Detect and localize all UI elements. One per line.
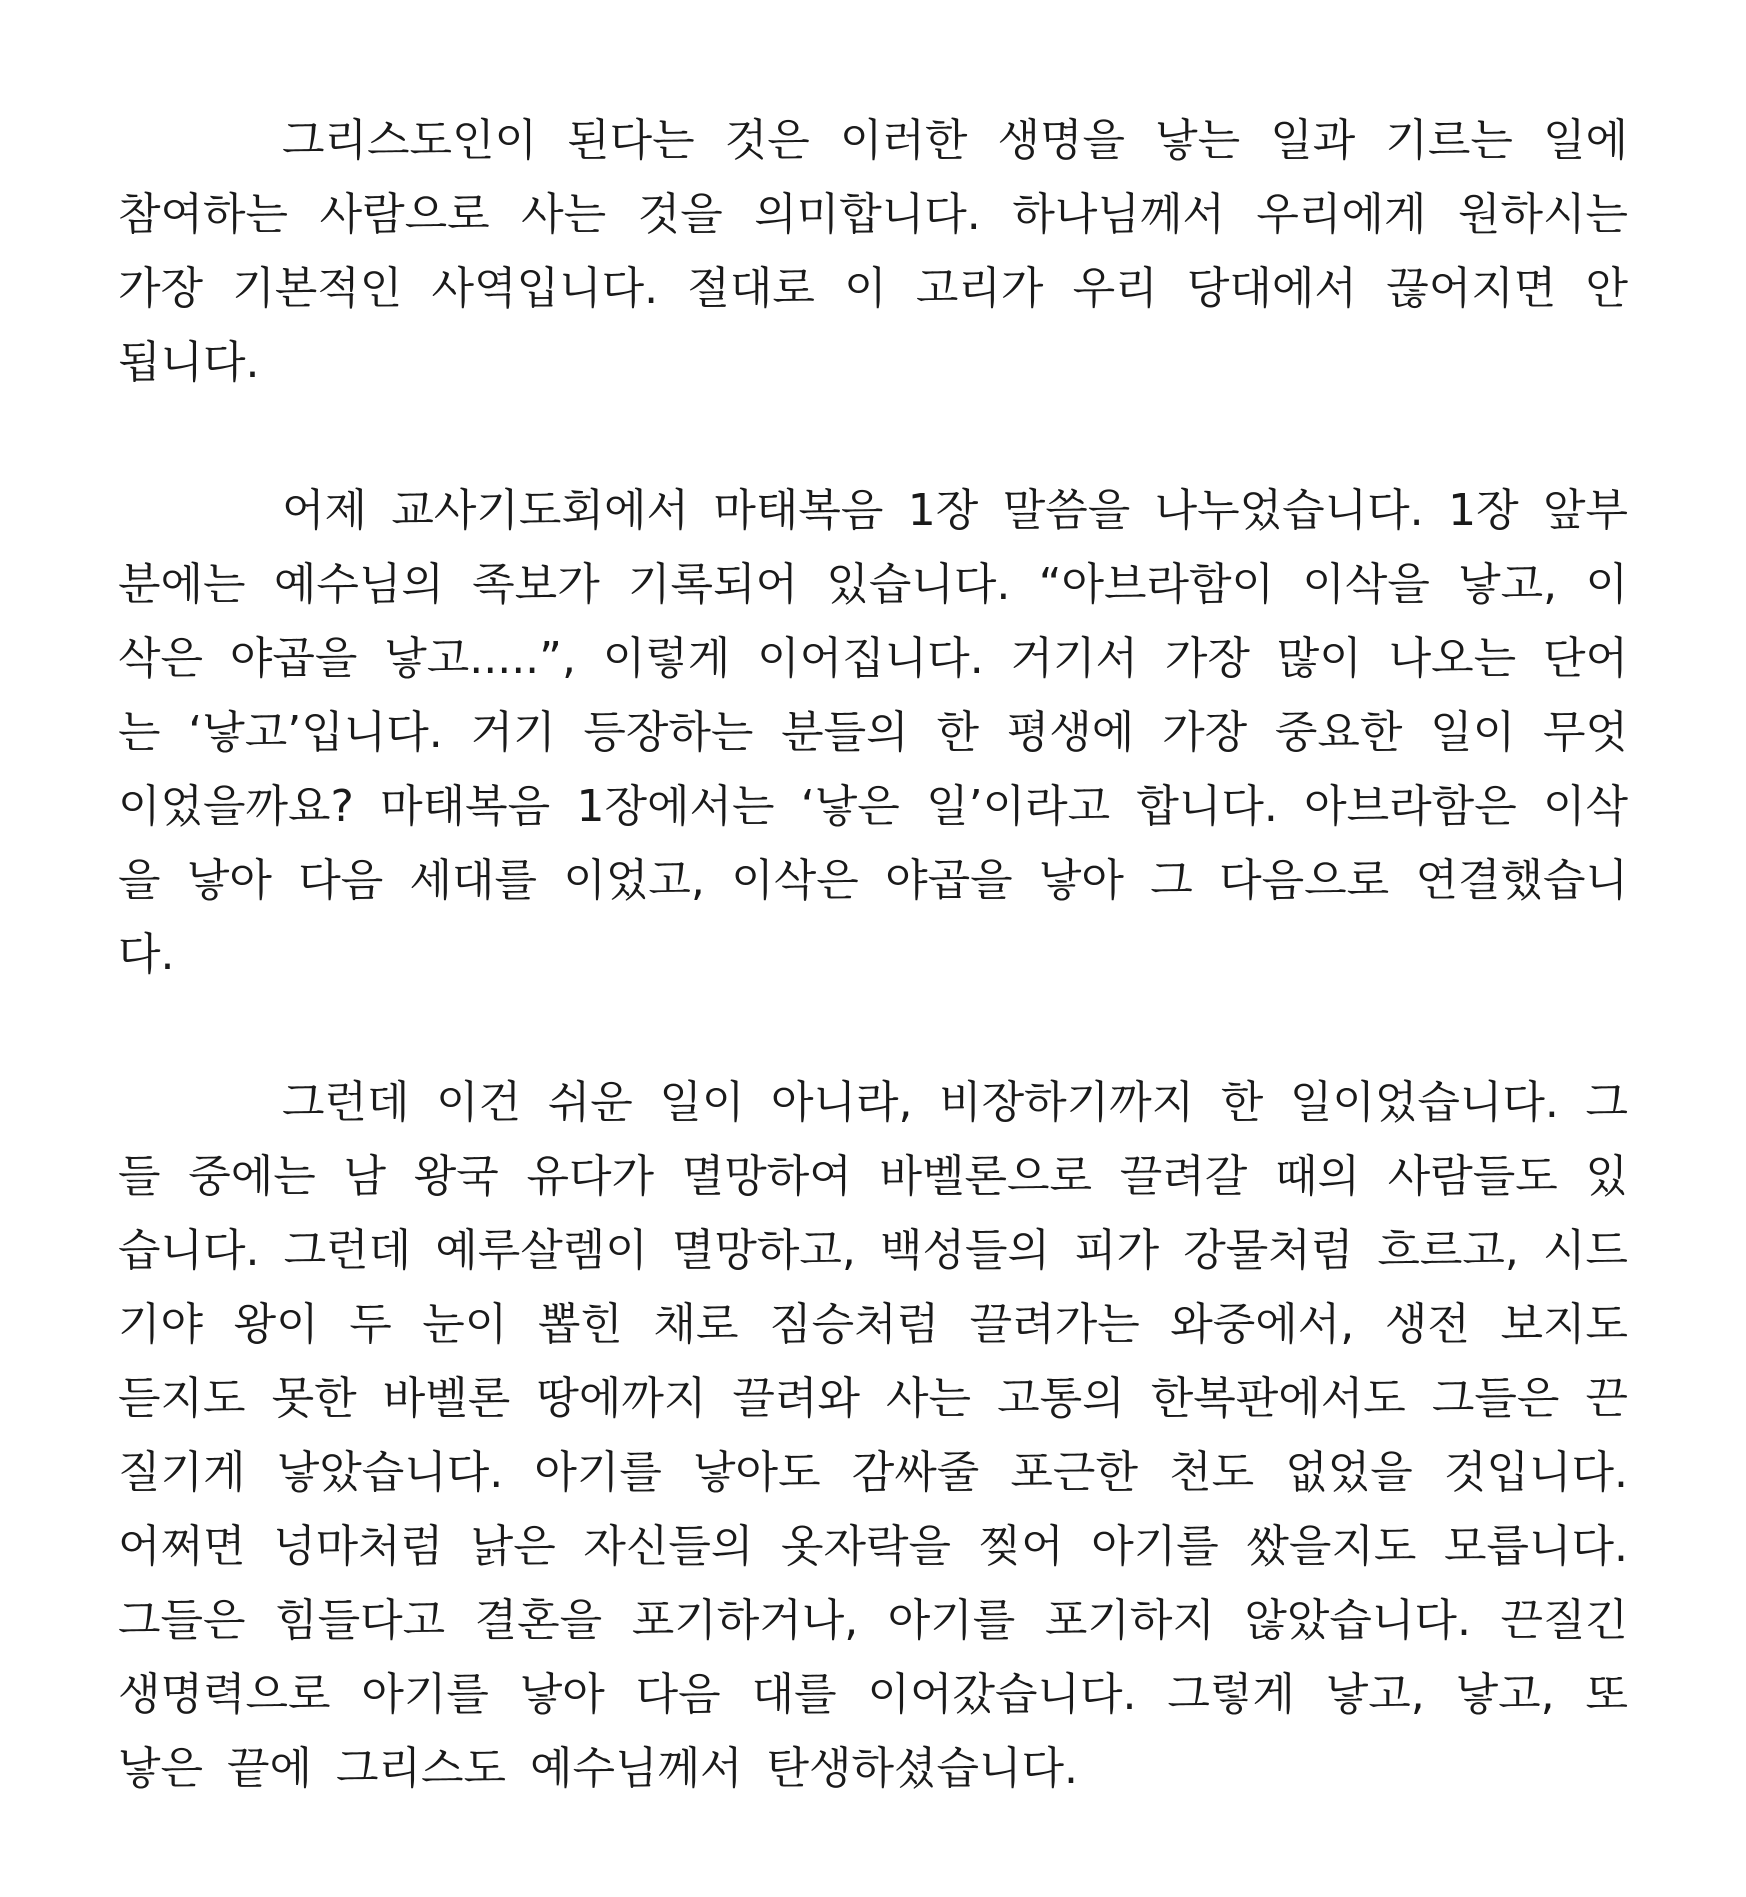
paragraph-2: 어제 교사기도회에서 마태복음 1장 말씀을 나누었습니다. 1장 앞부분에는 예수님의 족보가 기록되어 있습니다. “아브라함이 이삭을 낳고, 이삭은 야곱을 낳고.....”, 이렇게 이어집니다. 거기서 가장 많이 나오는 단어는 ‘낳고’입니다. 거기 등장하는 분들의 한 평생에 가장 중요한 일이 무엇이었을까요? 마태복음 1장에서는 ‘낳은 일’이라고 합니다. 아브라함은 이삭을 낳아 다음 세대를 이었고, 이삭은 야곱을 낳아 그 다음으로 연결했습니다. bbox=[118, 485, 1628, 980]
paragraph-3: 그런데 이건 쉬운 일이 아니라, 비장하기까지 한 일이었습니다. 그들 중에는 남 왕국 유다가 멸망하여 바벨론으로 끌려갈 때의 사람들도 있습니다. 그런데 예루살렘이 멸망하고, 백성들의 피가 강물처럼 흐르고, 시드기야 왕이 두 눈이 뽑힌 채로 짐승처럼 끌려가는 와중에서, 생전 보지도 듣지도 못한 바벨론 땅에까지 끌려와 사는 고통의 한복판에서도 그들은 끈질기게 낳았습니다. 아기를 낳아도 감싸줄 포근한 천도 없었을 것입니다. 어쩌면 넝마처럼 낡은 자신들의 옷자락을 찢어 아기를 쌌을지도 모릅니다. 그들은 힘들다고 결혼을 포기하거나, 아기를 포기하지 않았습니다. 끈질긴 생명력으로 아기를 낳아 다음 대를 이어갔습니다. 그렇게 낳고, 낳고, 또 낳은 끝에 그리스도 예수님께서 탄생하셨습니다. bbox=[118, 1077, 1628, 1794]
document-body bbox=[118, 104, 1628, 1806]
paragraph-1: 그리스도인이 된다는 것은 이러한 생명을 낳는 일과 기르는 일에 참여하는 사람으로 사는 것을 의미합니다. 하나님께서 우리에게 원하시는 가장 기본적인 사역입니다. 절대로 이 고리가 우리 당대에서 끊어지면 안 됩니다. bbox=[118, 115, 1628, 388]
